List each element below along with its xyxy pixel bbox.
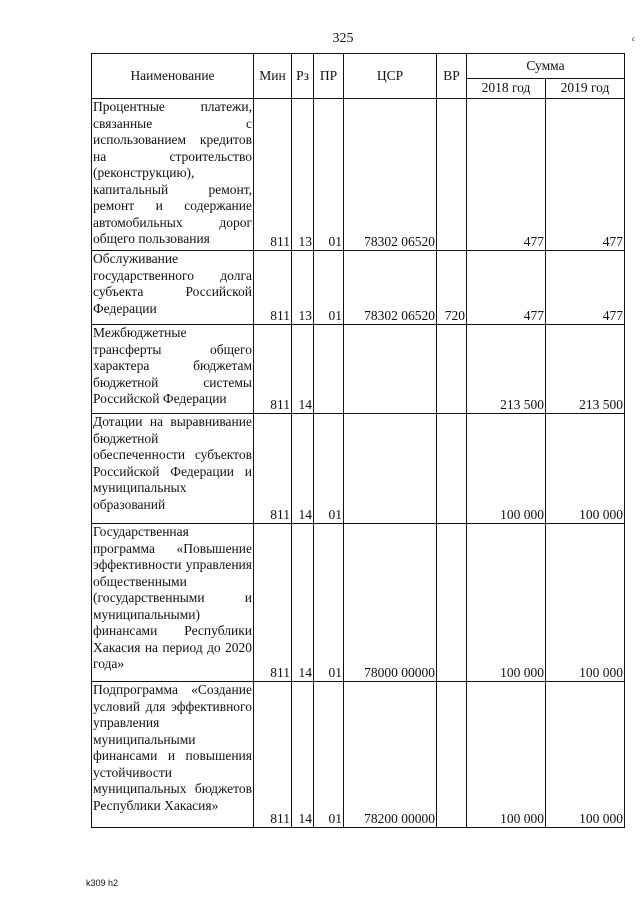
table-row (92, 414, 625, 524)
row-rz: 14 (292, 325, 314, 414)
row-name: Процентные платежи, связанные с использованием кредитов на строительство (реконструкцию), капитальный ремонт, ремонт и содержание автомобильных дорог общего пользования (92, 99, 254, 251)
table-row (92, 325, 625, 414)
row-csr: 78302 06520 (344, 251, 437, 325)
row-vr (437, 325, 467, 414)
row-sum-2019: 100 000 (546, 682, 625, 828)
row-min: 811 (254, 414, 292, 524)
page-number: 325 (332, 31, 354, 46)
row-sum-2019: 477 (546, 99, 625, 251)
row-vr: 720 (437, 251, 467, 325)
margin-mark: с (632, 35, 636, 43)
header-pr: ПР (314, 54, 344, 99)
row-vr (437, 414, 467, 524)
row-csr: 78000 00000 (344, 524, 437, 682)
table-header (92, 54, 625, 99)
row-pr: 01 (314, 682, 344, 828)
row-sum-2018: 477 (467, 99, 546, 251)
row-csr (344, 414, 437, 524)
row-vr (437, 524, 467, 682)
row-min: 811 (254, 524, 292, 682)
row-vr (437, 682, 467, 828)
row-vr (437, 99, 467, 251)
row-rz: 14 (292, 524, 314, 682)
row-sum-2019: 213 500 (546, 325, 625, 414)
row-sum-2018: 213 500 (467, 325, 546, 414)
row-min: 811 (254, 682, 292, 828)
row-name: Дотации на выравнивание бюджетной обеспеченности субъектов Российской Федерации и муниципальных образований (92, 414, 254, 524)
row-sum-2019: 100 000 (546, 524, 625, 682)
header-year-2018: 2018 год (467, 79, 546, 99)
row-pr (314, 325, 344, 414)
row-sum-2018: 100 000 (467, 682, 546, 828)
header-sum: Сумма (467, 54, 625, 79)
row-pr: 01 (314, 524, 344, 682)
header-year-2019: 2019 год (546, 79, 625, 99)
row-name: Межбюджетные трансферты общего характера бюджетам бюджетной системы Российской Федерации (92, 325, 254, 414)
row-rz: 14 (292, 414, 314, 524)
row-pr: 01 (314, 251, 344, 325)
table-row (92, 251, 625, 325)
budget-table (91, 53, 625, 828)
header-name: Наименование (92, 54, 254, 99)
row-csr (344, 325, 437, 414)
row-sum-2019: 100 000 (546, 414, 625, 524)
row-name: Государственная программа «Повышение эффективности управления общественными (государственными и муниципальными) финансами Республики Хакасия на период до 2020 года» (92, 524, 254, 682)
row-rz: 13 (292, 251, 314, 325)
row-rz: 14 (292, 682, 314, 828)
row-sum-2019: 477 (546, 251, 625, 325)
header-min: Мин (254, 54, 292, 99)
table-body (92, 99, 625, 828)
row-pr: 01 (314, 414, 344, 524)
row-rz: 13 (292, 99, 314, 251)
row-sum-2018: 100 000 (467, 414, 546, 524)
row-sum-2018: 477 (467, 251, 546, 325)
row-min: 811 (254, 99, 292, 251)
row-min: 811 (254, 325, 292, 414)
table-row (92, 524, 625, 682)
row-csr: 78302 06520 (344, 99, 437, 251)
row-min: 811 (254, 251, 292, 325)
header-rz: Рз (292, 54, 314, 99)
row-name: Подпрограмма «Создание условий для эффективного управления муниципальными финансами и повышения устойчивости муниципальных бюджетов Республики Хакасия» (92, 682, 254, 828)
row-sum-2018: 100 000 (467, 524, 546, 682)
table-row (92, 682, 625, 828)
header-csr: ЦСР (344, 54, 437, 99)
footer-code: k309 h2 (86, 878, 119, 888)
row-csr: 78200 00000 (344, 682, 437, 828)
row-pr: 01 (314, 99, 344, 251)
table-row (92, 99, 625, 251)
row-name: Обслуживание государственного долга субъекта Российской Федерации (92, 251, 254, 325)
header-vr: ВР (437, 54, 467, 99)
